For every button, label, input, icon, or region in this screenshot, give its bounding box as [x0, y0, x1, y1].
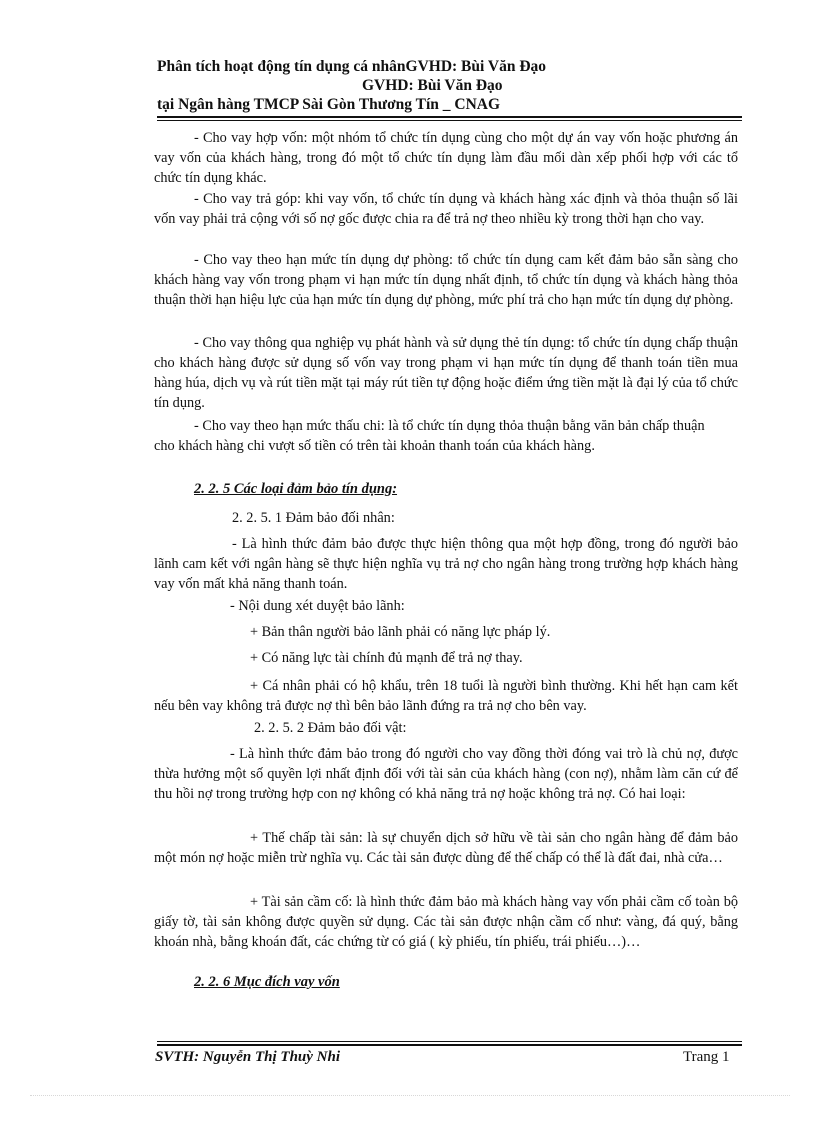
header-title-line1: Phân tích hoạt động tín dụng cá nhânGVHD: Bùi Văn Đạo — [157, 58, 547, 75]
paragraph-noi-dung-xet-duyet: - Nội dung xét duyệt bảo lãnh: — [230, 598, 405, 614]
paragraph-cho-vay-tra-gop: - Cho vay trả góp: khi vay vốn, tổ chức tín dụng và khách hàng xác định và thỏa thuận số lãi vốn vay phải trả cộng với số nợ gốc được chia ra để trả nợ theo nhiều kỳ trong thời hạn cho vay. — [154, 191, 738, 227]
paragraph-dam-bao-doi-vat: - Là hình thức đảm bảo trong đó người cho vay đồng thời đóng vai trò là chủ nợ, được thừa hưởng một số quyền lợi nhất định đối với tài sản của khách hàng (con nợ), nhằm làm căn cứ để thu hồi nợ trong trường hợp con nợ không có khả năng trả nợ hoặc không trả nợ. Có hai loại: — [154, 746, 738, 802]
paragraph-han-muc-thau-chi: - Cho vay theo hạn mức thấu chi: là tổ chức tín dụng thỏa thuận bằng văn bản chấp thuận cho khách hàng chi vượt số tiền có trên tài khoản thanh toán của khách hàng. — [154, 418, 705, 454]
footer-rule-thin — [157, 1041, 742, 1042]
header-title-line2: tại Ngân hàng TMCP Sài Gòn Thương Tín _ CNAG — [157, 96, 501, 113]
paragraph-han-muc-du-phong: - Cho vay theo hạn mức tín dụng dự phòng: tổ chức tín dụng cam kết đảm bảo sẵn sàng cho khách hàng vay vốn trong phạm vi hạn mức tín dụng nhất định, tổ chức tín dụng và khách hàng thỏa thuận thời hạn hiệu lực của hạn mức tín dụng dự phòng, mức phí trả cho hạn mức tín dụng dự phòng. — [154, 252, 738, 308]
paragraph-dam-bao-doi-nhan: - Là hình thức đảm bảo được thực hiện thông qua một hợp đồng, trong đó người bảo lãnh cam kết với ngân hàng sẽ thực hiện nghĩa vụ trả nợ cho ngân hàng trong trường hợp khách hàng vay vốn mất khả năng thanh toán. — [154, 536, 738, 592]
bullet-the-chap-tai-san: + Thế chấp tài sản: là sự chuyển dịch sở hữu về tài sản cho ngân hàng để đảm bảo một món nợ hoặc miễn trừ nghĩa vụ. Các tài sản được dùng để thế chấp có thể là đất đai, nhà cửa… — [154, 830, 738, 866]
bullet-nang-luc-phap-ly: + Bản thân người bảo lãnh phải có năng lực pháp lý. — [250, 624, 551, 640]
footer-rule-thick — [157, 1044, 742, 1046]
subsection-heading-2-2-5-2: 2. 2. 5. 2 Đảm bảo đối vật: — [254, 720, 407, 736]
bullet-nang-luc-tai-chinh: + Có năng lực tài chính đủ mạnh để trả nợ thay. — [250, 650, 523, 666]
footer-page-number: Trang 1 — [683, 1049, 730, 1065]
bullet-ca-nhan-ho-khau: + Cá nhân phải có hộ khẩu, trên 18 tuổi là người bình thường. Khi hết hạn cam kết nếu bên vay không trả được nợ thì bên bảo lãnh đứng ra trả nợ cho bên vay. — [154, 678, 738, 714]
subsection-heading-2-2-5-1: 2. 2. 5. 1 Đảm bảo đối nhân: — [232, 510, 395, 526]
header-advisor: GVHD: Bùi Văn Đạo — [362, 77, 503, 94]
paragraph-cho-vay-hop-von: - Cho vay hợp vốn: một nhóm tổ chức tín dụng cùng cho một dự án vay vốn hoặc phương án vay vốn của khách hàng, trong đó một tổ chức tín dụng làm đầu mối dàn xếp phối hợp với các tổ chức tín dụng khác. — [154, 130, 738, 186]
paragraph-the-tin-dung: - Cho vay thông qua nghiệp vụ phát hành và sử dụng thẻ tín dụng: tổ chức tín dụng chấp thuận cho khách hàng được sử dụng số vốn vay trong phạm vi hạn mức tín dụng để thanh toán tiền mua hàng húa, dịch vụ và rút tiền mặt tại máy rút tiền tự động hoặc điểm ứng tiền mặt là đại lý của tổ chức tín dụng. — [154, 335, 738, 411]
header-rule-thin — [157, 120, 742, 121]
bullet-tai-san-cam-co: + Tài sản cầm cố: là hình thức đảm bảo mà khách hàng vay vốn phải cầm cố toàn bộ giấy tờ, tài sản không được quyền sử dụng. Các tài sản được nhận cầm cố như: vàng, đá quý, bằng khoán nhà, bằng khoán đất, các chứng từ có giá ( kỳ phiếu, tín phiếu, trái phiếu…)… — [154, 894, 738, 950]
page-bottom-dotted-edge — [30, 1095, 790, 1096]
header-rule-thick — [157, 116, 742, 118]
section-heading-2-2-5: 2. 2. 5 Các loại đảm bảo tín dụng: — [194, 481, 398, 497]
section-heading-2-2-6: 2. 2. 6 Mục đích vay vốn — [194, 974, 340, 990]
footer-student-name: SVTH: Nguyễn Thị Thuỳ Nhi — [155, 1049, 341, 1065]
